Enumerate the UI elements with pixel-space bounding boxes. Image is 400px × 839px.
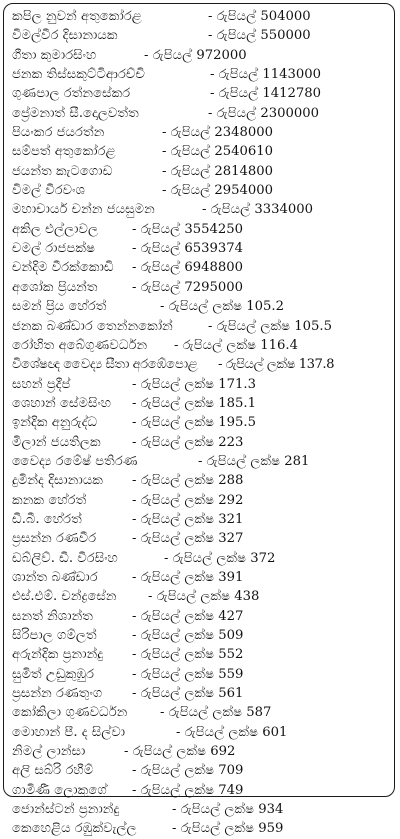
entry-name: මහාචාර්ය චන්න ජයසුමන <box>12 202 155 218</box>
entry-name: එස්.එම්. චන්ද්‍රසේන <box>12 589 117 605</box>
list-item <box>4 297 394 316</box>
list-item <box>4 142 394 161</box>
list-item <box>4 181 394 200</box>
entry-amount: - රුපියල් ලක්ෂ 321 <box>132 511 244 527</box>
entry-name: පියංකර ජයරත්න <box>12 125 105 141</box>
entry-amount: - රුපියල් 6539374 <box>132 241 244 257</box>
list-item <box>4 781 394 800</box>
entry-name: රෝහිත අබේගුණවර්ධන <box>12 337 148 353</box>
entry-name: මිලාන් ජයතිලක <box>12 434 101 450</box>
entry-amount: - රුපියල් 2814800 <box>162 163 274 179</box>
list-item <box>4 123 394 142</box>
entry-name: ප්‍රසන්න රණවීර <box>12 531 97 547</box>
list-item <box>4 84 394 103</box>
entry-name: ගුණපාල රත්නසේකර <box>12 86 131 102</box>
entry-amount: - රුපියල් ලක්ෂ 105.2 <box>160 299 284 315</box>
asset-list-card <box>3 3 395 837</box>
entry-amount: - රුපියල් ලක්ෂ 292 <box>132 492 244 508</box>
entry-amount: - රුපියල් 972000 <box>144 47 247 63</box>
entry-amount: - රුපියල් ලක්ෂ 116.4 <box>174 337 298 353</box>
entry-amount: - රුපියල් ලක්ෂ 561 <box>132 686 244 702</box>
entry-amount: - රුපියල් ලක්ෂ 692 <box>124 744 236 760</box>
list-item <box>4 491 394 510</box>
entry-name: අකිල එල්ලාවල <box>12 221 99 237</box>
entry-name: චමල් රාජපක්ෂ <box>12 241 96 257</box>
entry-name: විමල්වීර දිසානායක <box>12 28 118 44</box>
list-item <box>4 645 394 664</box>
list-item <box>4 684 394 703</box>
list-item <box>4 375 394 394</box>
entry-name: චන්දිම වීරක්කොඩි <box>12 260 114 276</box>
entry-amount: - රුපියල් 1412780 <box>210 86 322 102</box>
entry-name: මොහාන් පී. ද සිල්වා <box>12 724 126 740</box>
list-item <box>4 258 394 277</box>
list-item <box>4 529 394 548</box>
entry-amount: - රුපියල් 6948800 <box>132 260 244 276</box>
entry-amount: - රුපියල් ලක්ෂ 195.5 <box>132 415 256 431</box>
entry-amount: - රුපියල් ලක්ෂ 171.3 <box>132 376 256 392</box>
entry-name: කනක හේරත් <box>12 492 87 508</box>
entry-name: විශේෂඥ වෛද්‍ය සීතා අරඹේපොළ <box>12 357 198 373</box>
asset-list <box>4 7 394 839</box>
entry-amount: - රුපියල් 1143000 <box>210 67 322 83</box>
entry-name: ජයන්ත කැටගොඩ <box>12 163 113 179</box>
entry-name: ගාමිණී ලොකුගේ <box>12 782 107 798</box>
entry-amount: - රුපියල් ලක්ෂ 223 <box>132 434 244 450</box>
entry-amount: - රුපියල් 2954000 <box>162 183 274 199</box>
list-item <box>4 568 394 587</box>
entry-amount: - රුපියල් 2540610 <box>162 144 274 160</box>
entry-name: අශෝක ප්‍රියන්ත <box>12 279 98 295</box>
list-item <box>4 549 394 568</box>
list-item <box>4 433 394 452</box>
entry-name: සමන් ප්‍රිය හේරත් <box>12 299 107 315</box>
entry-amount: - රුපියල් 3334000 <box>202 202 314 218</box>
list-item <box>4 46 394 65</box>
list-item <box>4 336 394 355</box>
entry-name: නිමල් ලාන්සා <box>12 744 86 760</box>
list-item <box>4 7 394 26</box>
entry-name: දුමින්ද දිසානායක <box>12 473 104 489</box>
entry-amount: - රුපියල් ලක්ෂ 959 <box>172 821 284 837</box>
entry-name: අලි සබ්රි රහීම් <box>12 763 94 779</box>
entry-name: ප්‍රසන්න රණතුංග <box>12 686 103 702</box>
list-item <box>4 510 394 529</box>
list-item <box>4 355 394 374</box>
entry-name: ජනක තිස්සකුට්ටිආරච්චි <box>12 67 145 83</box>
list-item <box>4 162 394 181</box>
list-item <box>4 626 394 645</box>
list-item <box>4 587 394 606</box>
entry-amount: - රුපියල් ලක්ෂ 137.8 <box>218 357 334 373</box>
entry-name: ශාන්ත බණ්ඩාර <box>12 569 98 585</box>
entry-name: අරුන්දික ප්‍රනාන්දු <box>12 647 104 663</box>
list-item <box>4 703 394 722</box>
entry-amount: - රුපියල් 504000 <box>208 9 311 24</box>
entry-amount: - රුපියල් ලක්ෂ 587 <box>160 705 272 721</box>
entry-amount: - රුපියල් ලක්ෂ 427 <box>132 608 244 624</box>
entry-amount: - රුපියල් ලක්ෂ 185.1 <box>132 395 256 411</box>
entry-amount: - රුපියල් ලක්ෂ 934 <box>172 802 284 818</box>
entry-amount: - රුපියල් ලක්ෂ 559 <box>132 666 244 682</box>
entry-name: ප්‍රේමනාත් සී.දොලවත්ත <box>12 105 139 121</box>
list-item <box>4 317 394 336</box>
entry-name: ශෙහාන් සේමසිංහ <box>12 395 112 411</box>
entry-amount: - රුපියල් ලක්ෂ 327 <box>132 531 244 547</box>
entry-name: ජනක බණ්ඩාර තෙන්නකෝන් <box>12 318 173 334</box>
entry-name: වෛද්‍ය රමේෂ් පතිරණ <box>12 453 138 469</box>
entry-amount: - රුපියල් 2348000 <box>162 125 274 141</box>
entry-amount: - රුපියල් 3554250 <box>132 221 244 237</box>
list-item <box>4 800 394 819</box>
list-item <box>4 220 394 239</box>
entry-name: කෙහෙළිය රඹුක්වැල්ල <box>12 821 137 837</box>
entry-name: සහන් ප්‍රදීප් <box>12 376 71 392</box>
entry-amount: - රුපියල් ලක්ෂ 372 <box>164 550 276 566</box>
list-item <box>4 200 394 219</box>
list-item <box>4 742 394 761</box>
list-item <box>4 607 394 626</box>
entry-name: ඩී.බී. හේරත් <box>12 511 82 527</box>
entry-name: ජොන්ස්ටන් ප්‍රනාන්දු <box>12 802 120 818</box>
entry-name: සිරිපාල ගම්ලත් <box>12 628 97 643</box>
entry-amount: - රුපියල් ලක්ෂ 709 <box>132 763 244 779</box>
entry-amount: - රුපියල් ලක්ෂ 105.5 <box>208 318 332 334</box>
list-item <box>4 471 394 490</box>
entry-name: ගීතා කුමාරසිංහ <box>12 47 97 63</box>
entry-name: ඉන්දික අනුරුද්ධ <box>12 415 98 431</box>
list-item <box>4 413 394 432</box>
entry-amount: - රුපියල් ලක්ෂ 509 <box>132 628 244 643</box>
list-item <box>4 278 394 297</box>
entry-amount: - රුපියල් ලක්ෂ 281 <box>198 453 310 469</box>
list-item <box>4 65 394 84</box>
entry-amount: - රුපියල් ලක්ෂ 438 <box>148 589 260 605</box>
list-item <box>4 104 394 123</box>
entry-amount: - රුපියල් ලක්ෂ 391 <box>132 569 244 585</box>
list-item <box>4 723 394 742</box>
list-item <box>4 239 394 258</box>
entry-amount: - රුපියල් ලක්ෂ 552 <box>132 647 244 663</box>
entry-name: විමල් වීරවංශ <box>12 183 85 199</box>
entry-name: සනත් නිශාන්ත <box>12 608 93 624</box>
list-item <box>4 26 394 45</box>
entry-name: ඩබ්ලිව්. ඩී. වීරසිංහ <box>12 550 118 566</box>
list-item <box>4 452 394 471</box>
entry-name: සුමිත් උඩුකුඹුර <box>12 666 95 682</box>
entry-amount: - රුපියල් ලක්ෂ 601 <box>176 724 288 740</box>
list-item <box>4 761 394 780</box>
entry-amount: - රුපියල් 550000 <box>208 28 311 44</box>
entry-amount: - රුපියල් ලක්ෂ 749 <box>132 782 244 798</box>
entry-name: සම්පත් අතුකෝරළ <box>12 144 116 160</box>
list-item <box>4 819 394 838</box>
entry-amount: - රුපියල් 2300000 <box>208 105 320 121</box>
entry-name: කපිල නුවන් අතුකෝරළ <box>12 9 142 24</box>
list-item <box>4 394 394 413</box>
entry-amount: - රුපියල් 7295000 <box>132 279 244 295</box>
entry-amount: - රුපියල් ලක්ෂ 288 <box>132 473 244 489</box>
entry-name: කෝකිලා ගුණවර්ධන <box>12 705 128 721</box>
list-item <box>4 665 394 684</box>
